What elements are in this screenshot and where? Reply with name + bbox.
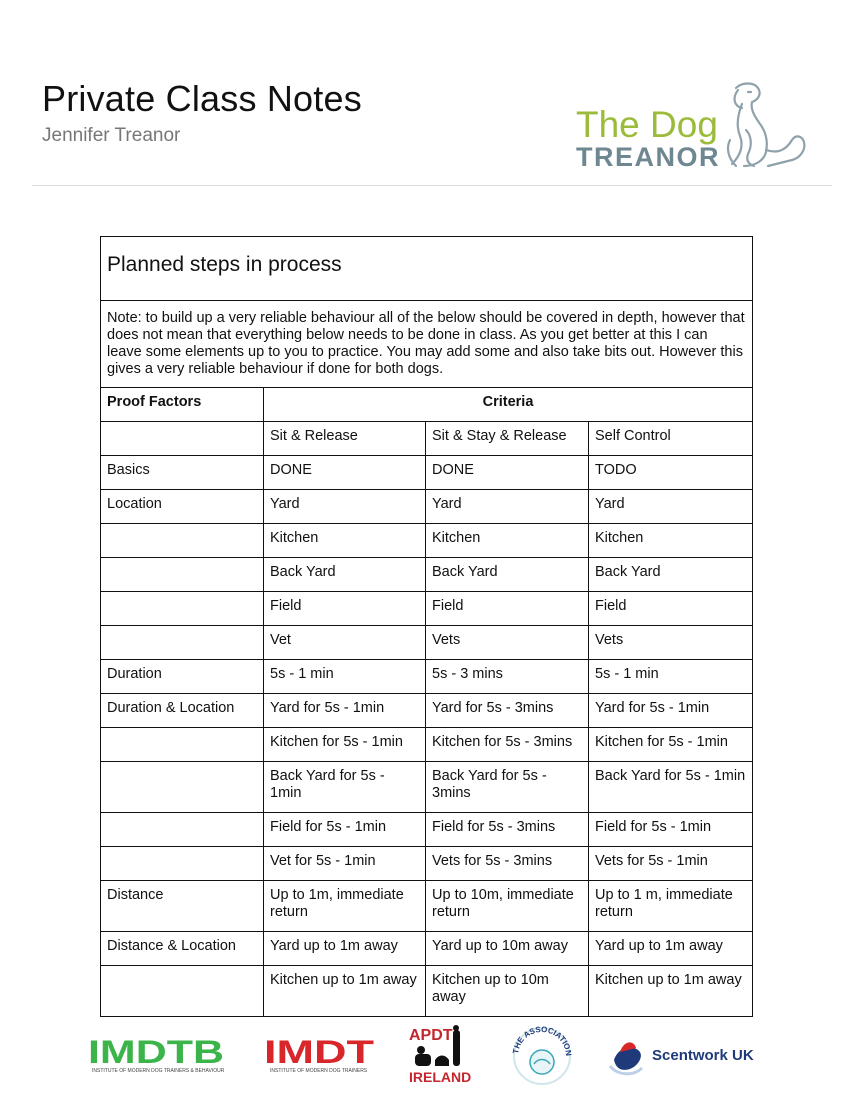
criteria-cell-c1: Up to 1m, immediate return (264, 881, 426, 932)
criteria-cell-c3: 5s - 1 min (589, 660, 753, 694)
criteria-cell-c2: Yard for 5s - 3mins (426, 694, 589, 728)
proof-factor-cell (101, 422, 264, 456)
criteria-cell-c2: 5s - 3 mins (426, 660, 589, 694)
criteria-cell-c2: Sit & Stay & Release (426, 422, 589, 456)
criteria-cell-c2: Back Yard for 5s - 3mins (426, 762, 589, 813)
table-note: Note: to build up a very reliable behaviour all of the below should be covered in depth, however that does not mean that everything below needs to be done in class. As you get better at this I can leave some elements up to you to practice. You may add some and also take bits out. However this gives a very reliable behaviour if done for both dogs. (101, 301, 753, 388)
page-title: Private Class Notes (42, 78, 362, 119)
planned-steps-table (100, 236, 753, 1017)
criteria-cell-c1: Back Yard for 5s - 1min (264, 762, 426, 813)
proof-factor-cell: Basics (101, 456, 264, 490)
criteria-cell-c3: Yard for 5s - 1min (589, 694, 753, 728)
table-row (101, 728, 753, 762)
scentwork-mark-icon (614, 1047, 641, 1070)
table-row (101, 813, 753, 847)
proof-factor-cell (101, 592, 264, 626)
criteria-cell-c3: Vets for 5s - 1min (589, 847, 753, 881)
criteria-cell-c2: Back Yard (426, 558, 589, 592)
table-row (101, 966, 753, 1017)
dog-treanor-logo (572, 80, 822, 175)
criteria-cell-c3: Kitchen (589, 524, 753, 558)
criteria-cell-c2: DONE (426, 456, 589, 490)
apdt-logo-bottom: IRELAND (409, 1069, 472, 1085)
table-row (101, 490, 753, 524)
proof-factor-cell: Distance (101, 881, 264, 932)
proof-factor-cell (101, 728, 264, 762)
criteria-cell-c1: Yard for 5s - 1min (264, 694, 426, 728)
table-heading: Planned steps in process (101, 237, 753, 301)
criteria-cell-c1: Kitchen (264, 524, 426, 558)
imdt-logo-text: IMDT (264, 1036, 375, 1070)
criteria-cell-c3: Back Yard (589, 558, 753, 592)
criteria-cell-c1: Kitchen for 5s - 1min (264, 728, 426, 762)
criteria-cell-c2: Kitchen (426, 524, 589, 558)
table-row (101, 881, 753, 932)
criteria-cell-c2: Kitchen up to 10m away (426, 966, 589, 1017)
imdtb-logo (88, 1036, 226, 1076)
imdt-logo (264, 1036, 376, 1076)
column-header-row (101, 388, 753, 422)
criteria-cell-c2: Kitchen for 5s - 3mins (426, 728, 589, 762)
criteria-cell-c3: Up to 1 m, immediate return (589, 881, 753, 932)
table-row (101, 422, 753, 456)
table-row (101, 456, 753, 490)
criteria-cell-c3: Field for 5s - 1min (589, 813, 753, 847)
imdtb-logo-subtext: INSTITUTE OF MODERN DOG TRAINERS & BEHAVIOUR (92, 1068, 225, 1074)
criteria-cell-c1: Vet (264, 626, 426, 660)
criteria-cell-c1: Vet for 5s - 1min (264, 847, 426, 881)
criteria-cell-c1: Sit & Release (264, 422, 426, 456)
scentwork-uk-logo (608, 1030, 768, 1080)
criteria-cell-c1: Field (264, 592, 426, 626)
table-row (101, 694, 753, 728)
logo-text-line2: TREANOR (576, 142, 720, 172)
association-logo-text: THE ASSOCIATION (511, 1024, 574, 1057)
table-row (101, 592, 753, 626)
criteria-cell-c1: Back Yard (264, 558, 426, 592)
proof-factor-cell (101, 813, 264, 847)
criteria-cell-c1: Yard (264, 490, 426, 524)
table-row (101, 762, 753, 813)
criteria-cell-c3: Yard up to 1m away (589, 932, 753, 966)
criteria-cell-c3: Field (589, 592, 753, 626)
apdt-ireland-logo (405, 1024, 477, 1088)
criteria-cell-c2: Yard (426, 490, 589, 524)
criteria-cell-c3: Yard (589, 490, 753, 524)
criteria-cell-c1: DONE (264, 456, 426, 490)
table-row (101, 932, 753, 966)
proof-factor-cell: Duration & Location (101, 694, 264, 728)
scentwork-logo-text: Scentwork UK (652, 1047, 754, 1064)
association-logo (510, 1024, 574, 1088)
criteria-cell-c1: Field for 5s - 1min (264, 813, 426, 847)
criteria-cell-c2: Vets (426, 626, 589, 660)
imdt-logo-subtext: INSTITUTE OF MODERN DOG TRAINERS (270, 1068, 368, 1074)
proof-factors-header: Proof Factors (101, 388, 264, 422)
criteria-cell-c3: Self Control (589, 422, 753, 456)
table-row (101, 558, 753, 592)
imdtb-logo-text: IMDTB (88, 1036, 224, 1070)
table-row (101, 660, 753, 694)
criteria-cell-c1: Kitchen up to 1m away (264, 966, 426, 1017)
proof-factor-cell: Distance & Location (101, 932, 264, 966)
criteria-cell-c3: TODO (589, 456, 753, 490)
proof-factor-cell (101, 524, 264, 558)
criteria-cell-c2: Field (426, 592, 589, 626)
table-row (101, 524, 753, 558)
apdt-logo-top: APDT (409, 1027, 453, 1044)
proof-factor-cell (101, 966, 264, 1017)
proof-factor-cell: Location (101, 490, 264, 524)
table-row (101, 847, 753, 881)
criteria-cell-c2: Yard up to 10m away (426, 932, 589, 966)
proof-factor-cell: Duration (101, 660, 264, 694)
table-heading-row (101, 237, 753, 301)
criteria-header: Criteria (264, 388, 753, 422)
proof-factor-cell (101, 558, 264, 592)
table-row (101, 626, 753, 660)
header-divider (32, 185, 832, 186)
dog-outline-icon (722, 80, 817, 172)
criteria-cell-c3: Kitchen for 5s - 1min (589, 728, 753, 762)
criteria-cell-c2: Field for 5s - 3mins (426, 813, 589, 847)
proof-factor-cell (101, 847, 264, 881)
criteria-cell-c3: Vets (589, 626, 753, 660)
criteria-cell-c3: Kitchen up to 1m away (589, 966, 753, 1017)
logo-text-line1: The Dog (576, 104, 718, 145)
criteria-cell-c1: 5s - 1 min (264, 660, 426, 694)
accreditation-footer (0, 1022, 850, 1092)
author-name: Jennifer Treanor (42, 125, 181, 146)
criteria-cell-c1: Yard up to 1m away (264, 932, 426, 966)
criteria-cell-c2: Up to 10m, immediate return (426, 881, 589, 932)
criteria-cell-c3: Back Yard for 5s - 1min (589, 762, 753, 813)
proof-factor-cell (101, 762, 264, 813)
note-row (101, 301, 753, 388)
proof-factor-cell (101, 626, 264, 660)
criteria-cell-c2: Vets for 5s - 3mins (426, 847, 589, 881)
